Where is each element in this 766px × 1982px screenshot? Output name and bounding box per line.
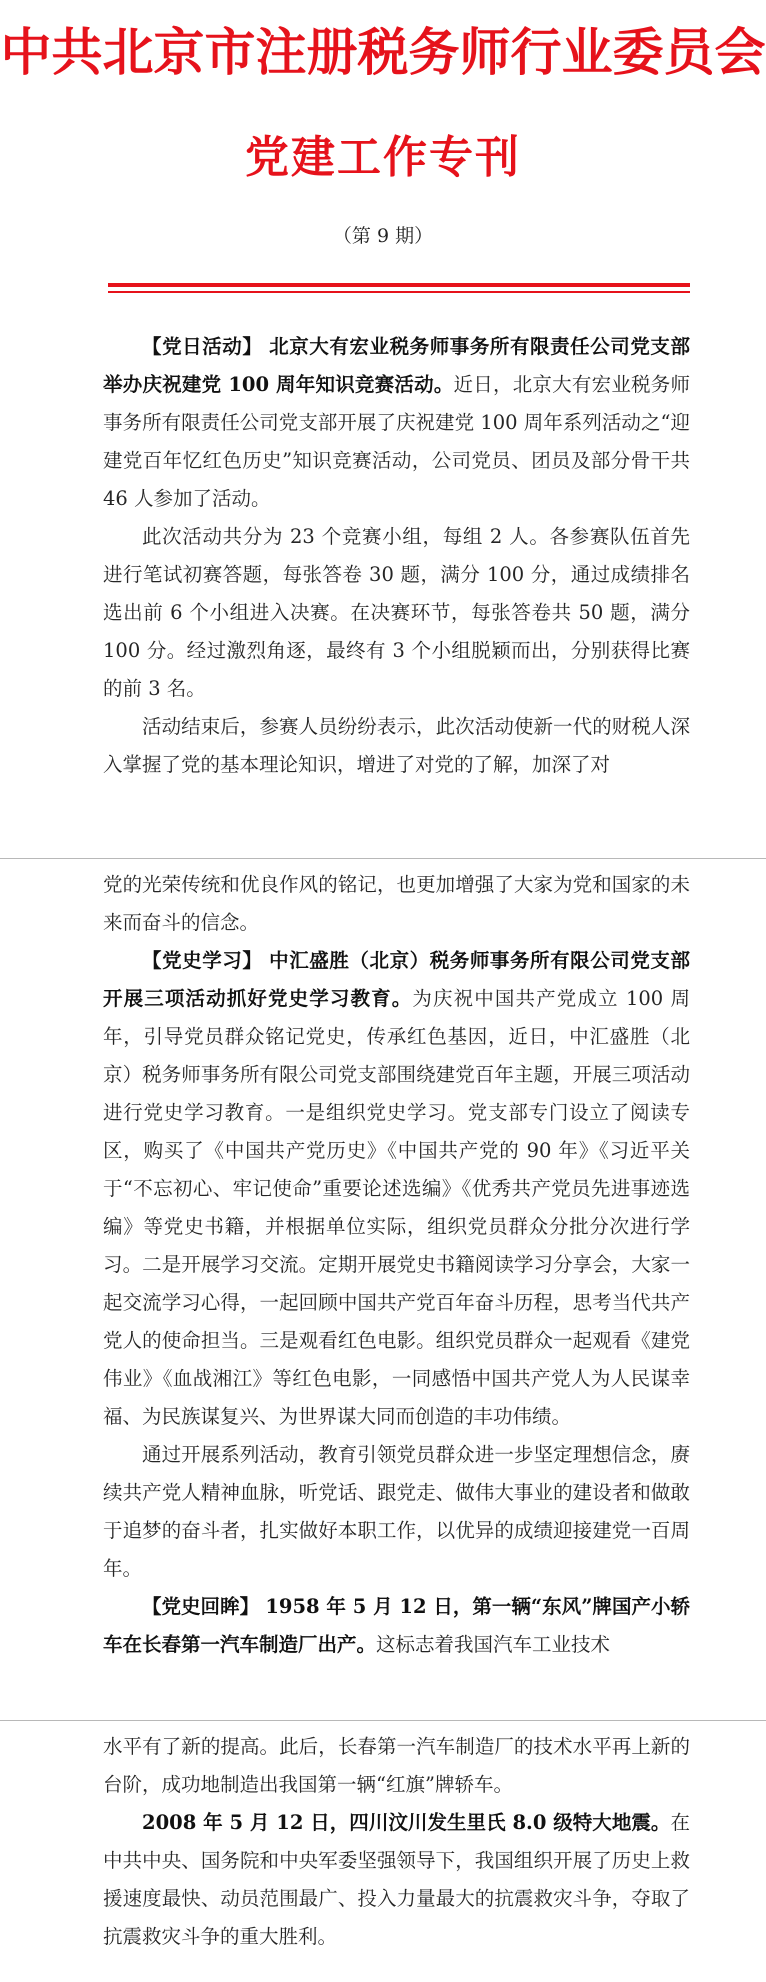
paragraph-text: 这标志着我国汽车工业技术 (376, 1633, 611, 1656)
paragraph-competition: 此次活动共分为 23 个竞赛小组，每组 2 人。各参赛队伍首先进行笔试初赛答题，每张答卷 30 题，满分 100 分，通过成绩排名选出前 6 个小组进入决赛。在决赛环节，每张答卷共 50 题，满分 100 分。经过激烈角逐，最终有 3 个小组脱颖而出，分别获得比赛的前 3 名。 (103, 525, 690, 700)
header-rule-thin (108, 291, 690, 293)
page1-body (103, 328, 690, 784)
page-separator (0, 1720, 766, 1721)
paragraph-conclusion-end: 党的光荣传统和优良作风的铭记，也更加增强了大家为党和国家的未来而奋斗的信念。 (103, 873, 690, 934)
paragraph-text: 近日，北京大有宏业税务师事务所有限责任公司党支部开展了庆祝建党 100 周年系列活动之“迎建党百年忆红色历史”知识竞赛活动，公司党员、团员及部分骨干共 46 人参加了活动。 (103, 373, 690, 510)
paragraph-earthquake (103, 1804, 690, 1956)
section-tag: 【党史回眸】 (142, 1595, 260, 1618)
paragraph-headline: 1958 年 5 月 12 日，第一辆“东风”牌国产小轿车在长春第一汽车制造厂出产。 (103, 1595, 690, 1656)
paragraph-headline: 中汇盛胜（北京）税务师事务所有限公司党支部开展三项活动抓好党史学习教育。 (103, 949, 690, 1010)
paragraph-text: 在中共中央、国务院和中央军委坚强领导下，我国组织开展了历史上救援速度最快、动员范围最广、投入力量最大的抗震救灾斗争，夺取了抗震救灾斗争的重大胜利。 (103, 1811, 690, 1948)
paragraph-series-summary: 通过开展系列活动，教育引领党员群众进一步坚定理想信念，赓续共产党人精神血脉，听党话、跟党走、做伟大事业的建设者和做敢于追梦的奋斗者，扎实做好本职工作，以优异的成绩迎接建党一百周年。 (103, 1443, 690, 1580)
org-title: 中共北京市注册税务师行业委员会 (0, 23, 766, 83)
paragraph-history-review (103, 1588, 690, 1664)
paragraph-history-review-end: 水平有了新的提高。此后，长春第一汽车制造厂的技术水平再上新的台阶，成功地制造出我国第一辆“红旗”牌轿车。 (103, 1735, 690, 1796)
page2-body (103, 866, 690, 1664)
section-tag: 【党史学习】 (142, 949, 263, 972)
header-rule-thick (108, 283, 690, 287)
paragraph-party-day (103, 328, 690, 518)
paragraph-headline: 2008 年 5 月 12 日，四川汶川发生里氏 8.0 级特大地震。 (142, 1811, 671, 1834)
column-title: 党建工作专刊 (245, 132, 521, 183)
paragraph-party-history-study (103, 942, 690, 1436)
paragraph-headline: 北京大有宏业税务师事务所有限责任公司党支部举办庆祝建党 100 周年知识竞赛活动。 (103, 335, 690, 396)
paragraph-conclusion-start: 活动结束后，参赛人员纷纷表示，此次活动使新一代的财税人深入掌握了党的基本理论知识，增进了对党的了解，加深了对 (103, 715, 690, 776)
page3-body (103, 1728, 690, 1956)
paragraph-text: 为庆祝中国共产党成立 100 周年，引导党员群众铭记党史，传承红色基因，近日，中汇盛胜（北京）税务师事务所有限公司党支部围绕建党百年主题，开展三项活动进行党史学习教育。一是组织党史学习。党支部专门设立了阅读专区，购买了《中国共产党历史》《中国共产党的 90 年》《习近平关于“不忘初心、牢记使命”重要论述选编》《优秀共产党员先进事迹选编》等党史书籍，并根据单位实际，组织党员群众分批分次进行学习。二是开展学习交流。定期开展党史书籍阅读学习分享会，大家一起交流学习心得，一起回顾中国共产党百年奋斗历程，思考当代共产党人的使命担当。三是观看红色电影。组织党员群众一起观看《建党伟业》《血战湘江》等红色电影，一同感悟中国共产党人为人民谋幸福、为民族谋复兴、为世界谋大同而创造的丰功伟绩。 (103, 987, 690, 1428)
issue-number: （第 9 期） (332, 225, 434, 247)
section-tag: 【党日活动】 (142, 335, 263, 358)
page-separator (0, 858, 766, 859)
